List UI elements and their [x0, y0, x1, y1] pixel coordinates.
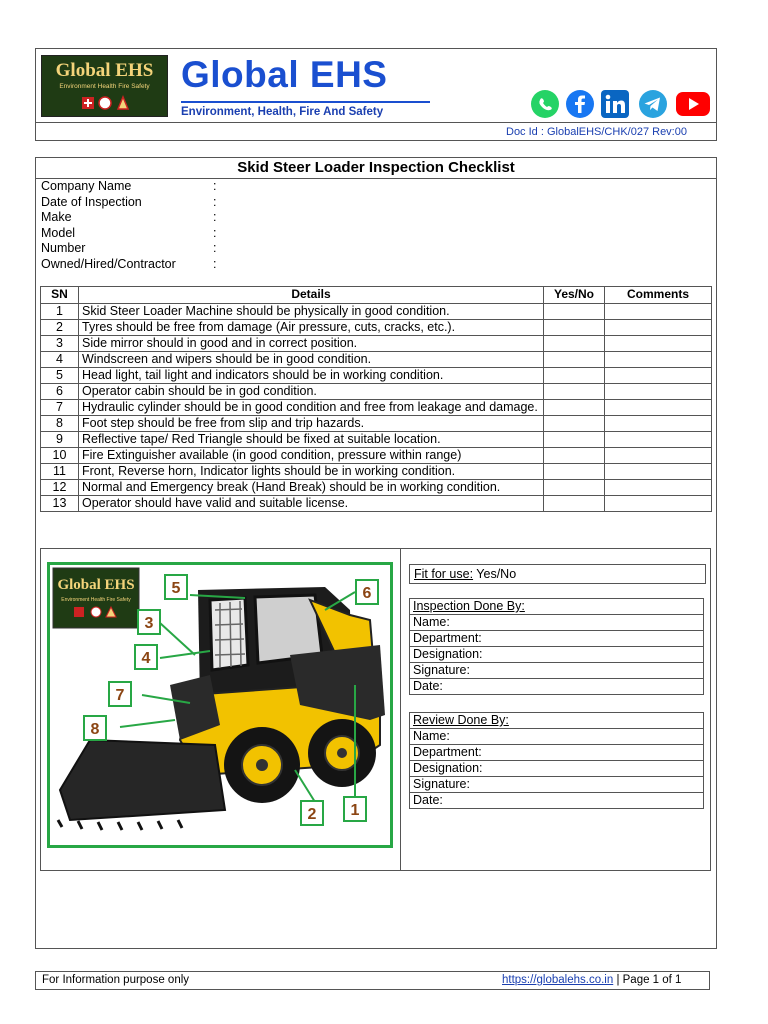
- callout-3: 3: [144, 615, 154, 632]
- row-details: Front, Reverse horn, Indicator lights should be in working condition.: [79, 464, 544, 480]
- row-details: Fire Extinguisher available (in good condition, pressure within range): [79, 448, 544, 464]
- row-yesno-cell[interactable]: [544, 336, 605, 352]
- row-sn: 3: [41, 336, 79, 352]
- table-row: [41, 352, 712, 368]
- header-sn: SN: [41, 287, 79, 304]
- brand-title: Global EHS: [181, 54, 388, 95]
- doc-id: Doc Id : GlobalEHS/CHK/027 Rev:00: [506, 126, 687, 138]
- row-comments-cell[interactable]: [605, 336, 712, 352]
- field-label-company: Company Name: [41, 179, 132, 193]
- row-yesno-cell[interactable]: [544, 464, 605, 480]
- fit-for-use-value: Yes/No: [476, 567, 517, 581]
- logo-safety-icons: [80, 94, 130, 112]
- row-details: Operator cabin should be in god condition.: [79, 384, 544, 400]
- table-row: [41, 448, 712, 464]
- row-comments-cell[interactable]: [605, 304, 712, 320]
- review-signoff-table: [409, 712, 704, 809]
- callout-8: 8: [90, 721, 100, 738]
- row-yesno-cell[interactable]: [544, 400, 605, 416]
- row-sn: 9: [41, 432, 79, 448]
- row-yesno-cell[interactable]: [544, 384, 605, 400]
- review-name-field[interactable]: Name:: [410, 729, 704, 745]
- field-label-model: Model: [41, 226, 76, 240]
- row-sn: 12: [41, 480, 79, 496]
- callout-2: 2: [307, 806, 317, 823]
- header-yesno: Yes/No: [544, 287, 605, 304]
- footer-disclaimer: For Information purpose only: [42, 974, 190, 986]
- callout-6: 6: [362, 585, 372, 602]
- row-sn: 5: [41, 368, 79, 384]
- row-yesno-cell[interactable]: [544, 448, 605, 464]
- row-comments-cell[interactable]: [605, 320, 712, 336]
- row-details: Hydraulic cylinder should be in good condition and free from leakage and damage.: [79, 400, 544, 416]
- row-sn: 1: [41, 304, 79, 320]
- footer-right: [502, 974, 681, 986]
- skid-steer-loader-image: [50, 565, 390, 845]
- row-sn: 13: [41, 496, 79, 512]
- table-row: [41, 320, 712, 336]
- review-date-field[interactable]: Date:: [410, 793, 704, 809]
- table-row: [41, 400, 712, 416]
- row-comments-cell[interactable]: [605, 352, 712, 368]
- row-details: Operator should have valid and suitable license.: [79, 496, 544, 512]
- row-sn: 10: [41, 448, 79, 464]
- row-comments-cell[interactable]: [605, 496, 712, 512]
- photo-logo-subtitle: Environment Health Fire Safety: [61, 597, 131, 603]
- table-row: [41, 368, 712, 384]
- row-details: Skid Steer Loader Machine should be physically in good condition.: [79, 304, 544, 320]
- row-yesno-cell[interactable]: [544, 352, 605, 368]
- row-sn: 8: [41, 416, 79, 432]
- lower-panel-divider: [400, 548, 401, 871]
- row-comments-cell[interactable]: [605, 432, 712, 448]
- row-comments-cell[interactable]: [605, 368, 712, 384]
- logo-title: Global EHS: [55, 60, 154, 81]
- photo-logo-title: Global EHS: [57, 577, 135, 593]
- row-details: Foot step should be free from slip and trip hazards.: [79, 416, 544, 432]
- header-divider: [35, 122, 717, 123]
- row-sn: 2: [41, 320, 79, 336]
- website-link[interactable]: https://globalehs.co.in: [502, 974, 614, 986]
- page-number: | Page 1 of 1: [613, 974, 682, 986]
- row-yesno-cell[interactable]: [544, 304, 605, 320]
- row-sn: 6: [41, 384, 79, 400]
- row-details: Head light, tail light and indicators should be in working condition.: [79, 368, 544, 384]
- review-heading: Review Done By:: [410, 713, 704, 729]
- row-comments-cell[interactable]: [605, 480, 712, 496]
- inspection-signoff-table: [409, 598, 704, 695]
- row-yesno-cell[interactable]: [544, 496, 605, 512]
- table-row: [41, 464, 712, 480]
- field-label-number: Number: [41, 241, 86, 255]
- inspection-name-field[interactable]: Name:: [410, 615, 704, 631]
- callout-7: 7: [115, 687, 125, 704]
- row-yesno-cell[interactable]: [544, 368, 605, 384]
- row-details: Side mirror should in good and in correct position.: [79, 336, 544, 352]
- callout-4: 4: [141, 650, 151, 667]
- table-row: [41, 336, 712, 352]
- table-row: [41, 432, 712, 448]
- row-sn: 7: [41, 400, 79, 416]
- row-comments-cell[interactable]: [605, 464, 712, 480]
- logo-subtitle: Environment Health Fire Safety: [59, 83, 150, 90]
- checklist-header-row: [41, 287, 712, 304]
- row-comments-cell[interactable]: [605, 448, 712, 464]
- table-row: [41, 304, 712, 320]
- inspection-department-field[interactable]: Department:: [410, 631, 704, 647]
- header-details: Details: [79, 287, 544, 304]
- row-comments-cell[interactable]: [605, 384, 712, 400]
- company-logo: [41, 55, 168, 117]
- form-title: Skid Steer Loader Inspection Checklist: [237, 159, 515, 176]
- field-label-ownership: Owned/Hired/Contractor: [41, 257, 176, 271]
- field-value-company[interactable]: :: [213, 179, 217, 193]
- linkedin-icon[interactable]: [600, 89, 630, 119]
- field-value-make[interactable]: :: [213, 210, 217, 224]
- callout-1: 1: [350, 802, 360, 819]
- field-label-make: Make: [41, 210, 72, 224]
- row-sn: 4: [41, 352, 79, 368]
- title-divider: [35, 178, 717, 179]
- inspection-signature-field[interactable]: Signature:: [410, 663, 704, 679]
- fit-for-use-box[interactable]: [409, 564, 706, 584]
- row-sn: 11: [41, 464, 79, 480]
- field-value-model[interactable]: :: [213, 226, 217, 240]
- row-details: Reflective tape/ Red Triangle should be fixed at suitable location.: [79, 432, 544, 448]
- inspection-heading: Inspection Done By:: [410, 599, 704, 615]
- review-department-field[interactable]: Department:: [410, 745, 704, 761]
- review-signature-field[interactable]: Signature:: [410, 777, 704, 793]
- inspection-date-field[interactable]: Date:: [410, 679, 704, 695]
- field-label-date: Date of Inspection: [41, 195, 142, 209]
- row-details: Tyres should be free from damage (Air pressure, cuts, cracks, etc.).: [79, 320, 544, 336]
- youtube-icon[interactable]: [675, 89, 711, 119]
- field-value-date[interactable]: :: [213, 195, 217, 209]
- review-designation-field[interactable]: Designation:: [410, 761, 704, 777]
- field-value-number[interactable]: :: [213, 241, 217, 255]
- table-row: [41, 480, 712, 496]
- facebook-icon[interactable]: [565, 89, 595, 119]
- telegram-icon[interactable]: [638, 89, 668, 119]
- brand-underline: [181, 101, 430, 103]
- row-comments-cell[interactable]: [605, 416, 712, 432]
- whatsapp-icon[interactable]: [530, 89, 560, 119]
- row-details: Normal and Emergency break (Hand Break) should be in working condition.: [79, 480, 544, 496]
- row-yesno-cell[interactable]: [544, 416, 605, 432]
- inspection-designation-field[interactable]: Designation:: [410, 647, 704, 663]
- row-details: Windscreen and wipers should be in good condition.: [79, 352, 544, 368]
- row-yesno-cell[interactable]: [544, 480, 605, 496]
- loader-illustration: [47, 562, 393, 848]
- table-row: [41, 384, 712, 400]
- row-yesno-cell[interactable]: [544, 320, 605, 336]
- checklist-table: [40, 286, 712, 512]
- table-row: [41, 416, 712, 432]
- header-comments: Comments: [605, 287, 712, 304]
- fit-for-use-label: Fit for use:: [414, 567, 474, 581]
- brand-tagline: Environment, Health, Fire And Safety: [181, 106, 384, 118]
- table-row: [41, 496, 712, 512]
- row-comments-cell[interactable]: [605, 400, 712, 416]
- callout-5: 5: [171, 580, 181, 597]
- field-value-ownership[interactable]: :: [213, 257, 217, 271]
- row-yesno-cell[interactable]: [544, 432, 605, 448]
